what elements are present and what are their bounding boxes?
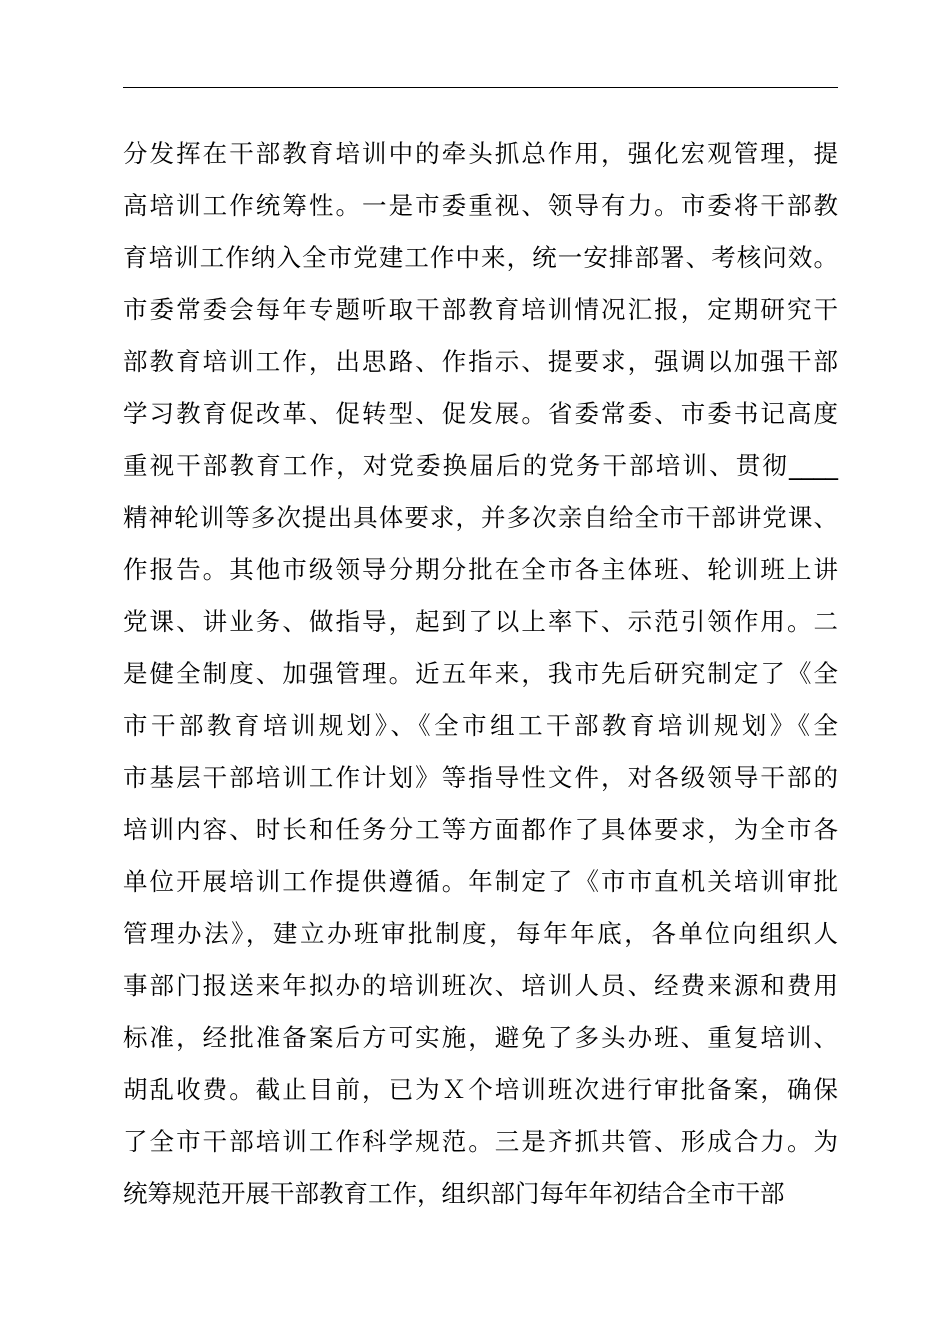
text-line: 了全市干部培训工作科学规范。三是齐抓共管、形成合力。为 [123, 1127, 838, 1156]
text-line: 市干部教育培训规划》、《全市组工干部教育培训规划》《全 [123, 711, 838, 740]
body-paragraph [123, 128, 838, 1220]
text-line: 单位开展培训工作提供遵循。年制定了《市市直机关培训审批 [123, 867, 838, 896]
text-line: 培训内容、时长和任务分工等方面都作了具体要求，为全市各 [123, 815, 838, 844]
text-line: 高培训工作统筹性。一是市委重视、领导有力。市委将干部教 [123, 191, 838, 220]
text-line: 胡乱收费。截止目前，已为Ｘ个培训班次进行审批备案，确保 [123, 1075, 838, 1104]
text-line: 市委常委会每年专题听取干部教育培训情况汇报，定期研究干 [123, 295, 838, 324]
text-line: 市基层干部培训工作计划》等指导性文件，对各级领导干部的 [123, 763, 838, 792]
text-line: 分发挥在干部教育培训中的牵头抓总作用，强化宏观管理，提 [123, 139, 838, 168]
text-line: 事部门报送来年拟办的培训班次、培训人员、经费来源和费用 [123, 971, 838, 1000]
text-line: 党课、讲业务、做指导，起到了以上率下、示范引领作用。二 [123, 607, 838, 636]
text-line: 统筹规范开展干部教育工作，组织部门每年年初结合全市干部 [123, 1179, 785, 1208]
text-line: 管理办法》，建立办班审批制度，每年年底，各单位向组织人 [123, 919, 838, 948]
text-line: 作报告。其他市级领导分期分批在全市各主体班、轮训班上讲 [123, 555, 838, 584]
text-line: 学习教育促改革、促转型、促发展。省委常委、市委书记高度 [123, 399, 838, 428]
text-line: 精神轮训等多次提出具体要求，并多次亲自给全市干部讲党课、 [123, 503, 838, 532]
header-divider [123, 87, 838, 88]
text-line: 育培训工作纳入全市党建工作中来，统一安排部署、考核问效。 [123, 243, 838, 272]
text-line: 部教育培训工作，出思路、作指示、提要求，强调以加强干部 [123, 347, 838, 376]
text-line: 标准，经批准备案后方可实施，避免了多头办班、重复培训、 [123, 1023, 838, 1052]
text-line: 是健全制度、加强管理。近五年来，我市先后研究制定了《全 [123, 659, 838, 688]
text-line: 重视干部教育工作，对党委换届后的党务干部培训、贯彻____ [123, 451, 838, 480]
